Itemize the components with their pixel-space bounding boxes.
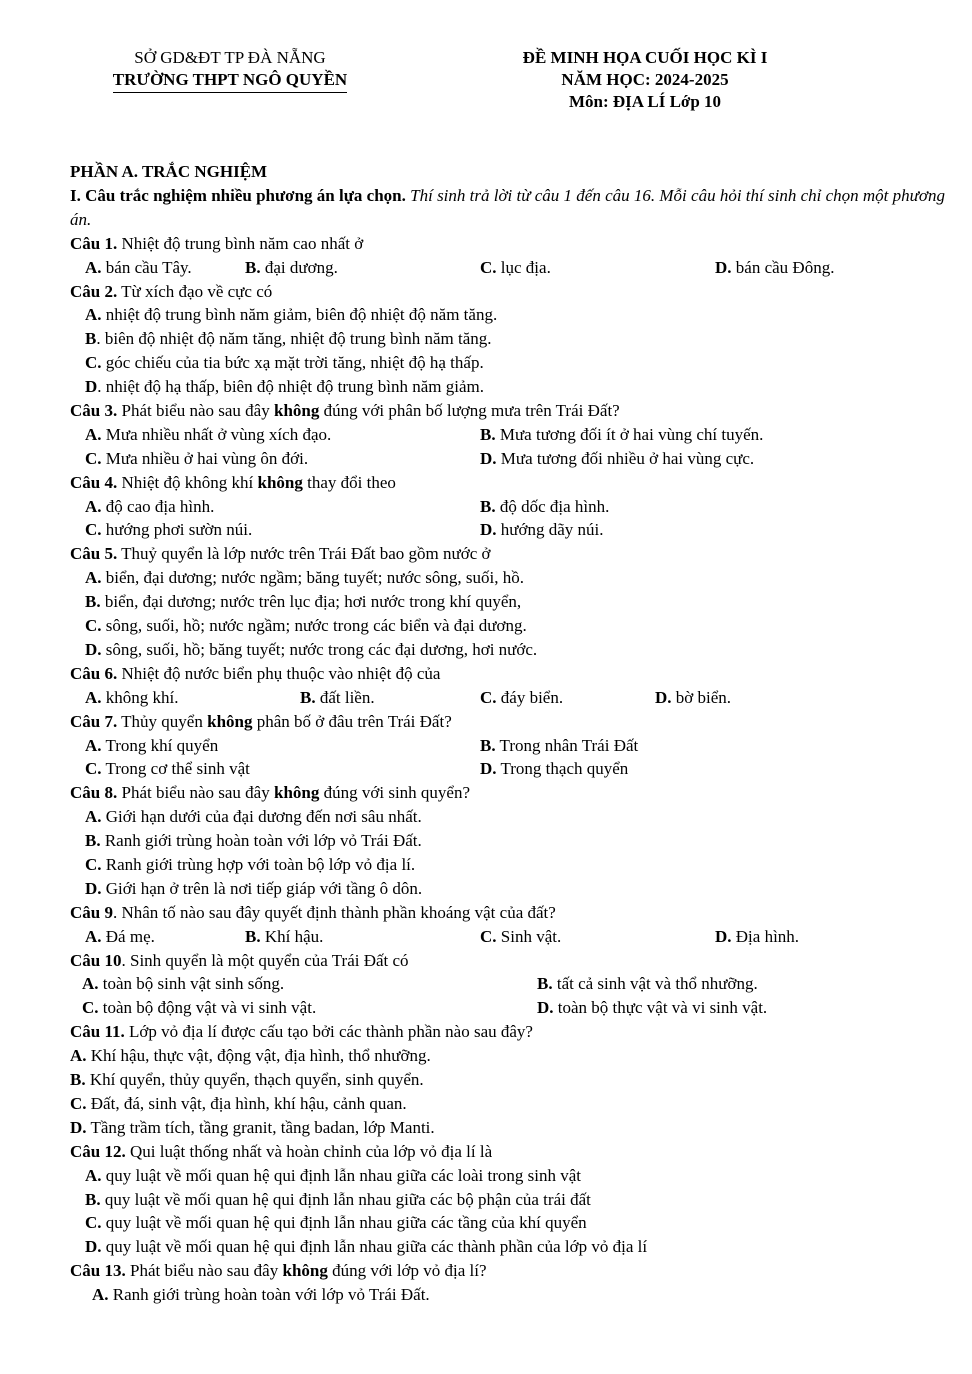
question-stem: [70, 901, 950, 925]
answer-option[interactable]: [715, 925, 799, 949]
question-stem: [70, 710, 950, 734]
option-letter: C.: [85, 448, 102, 468]
option-letter: B.: [537, 974, 553, 994]
answer-option[interactable]: [537, 972, 758, 996]
option-letter: C.: [85, 353, 102, 373]
instruction-heading: I. Câu trắc nghiệm nhiều phương án lựa chọn.: [70, 185, 406, 205]
option-text: không khí.: [101, 687, 179, 707]
option-row: [70, 1044, 950, 1068]
answer-option[interactable]: [85, 303, 497, 327]
option-letter: B: [85, 329, 97, 349]
option-letter: C.: [85, 520, 102, 540]
option-text: Đất, đá, sinh vật, địa hình, khí hậu, cảnh quan.: [86, 1093, 407, 1113]
option-text: Trong khí quyển: [101, 735, 219, 755]
option-text: toàn bộ động vật và vi sinh vật.: [98, 998, 317, 1018]
option-row: [70, 303, 950, 327]
answer-option[interactable]: [85, 495, 214, 519]
option-letter: B.: [245, 257, 261, 277]
option-text: nhiệt độ trung bình năm giảm, biên độ nhiệt độ năm tăng.: [101, 305, 498, 325]
option-text: Đá mẹ.: [101, 926, 155, 946]
option-row: [70, 351, 950, 375]
answer-option[interactable]: [85, 853, 415, 877]
question-stem: [70, 232, 950, 256]
school-year: NĂM HỌC: 2024-2025: [561, 70, 729, 89]
option-text: toàn bộ sinh vật sinh sống.: [98, 974, 285, 994]
option-text: quy luật về mối quan hệ qui định lẫn nhau giữa các tầng của khí quyển: [101, 1213, 587, 1233]
option-letter: A.: [85, 807, 102, 827]
option-letter: D.: [480, 759, 497, 779]
option-row: [70, 925, 950, 949]
question-number: Câu 10: [70, 950, 122, 970]
answer-option[interactable]: [480, 686, 563, 710]
option-letter: B.: [245, 926, 261, 946]
option-letter: C.: [85, 616, 102, 636]
question-text: đúng với sinh quyển?: [319, 783, 471, 803]
answer-option[interactable]: [85, 1188, 591, 1212]
option-text: . nhiệt độ hạ thấp, biên độ nhiệt độ trung bình năm giảm.: [97, 377, 484, 397]
question-text: thay đổi theo: [302, 472, 396, 492]
option-row: [70, 638, 950, 662]
section-title: PHẦN A. TRẮC NGHIỆM: [70, 162, 268, 181]
question-stem: [70, 1020, 950, 1044]
answer-option[interactable]: [70, 1044, 431, 1068]
answer-option[interactable]: [480, 423, 763, 447]
option-text: hướng dãy núi.: [496, 520, 604, 540]
option-letter: A.: [85, 1165, 102, 1185]
option-text: sông, suối, hồ; băng tuyết; nước trong các đại dương, hơi nước.: [101, 639, 538, 659]
answer-option[interactable]: [480, 518, 604, 542]
option-letter: C.: [85, 759, 102, 779]
header-left: [100, 47, 360, 93]
option-letter: B.: [70, 1070, 86, 1090]
option-text: bán cầu Đông.: [731, 257, 835, 277]
answer-option[interactable]: [85, 614, 527, 638]
answer-option[interactable]: [85, 877, 422, 901]
question-text: Từ xích đạo về cực có: [117, 281, 273, 301]
instruction-text: Thí sinh trả lời từ câu 1 đến câu 16. Mỗi câu hỏi thí sinh chỉ chọn một phương án.: [70, 185, 945, 229]
option-text: góc chiếu của tia bức xạ mặt trời tăng, nhiệt độ hạ thấp.: [101, 353, 484, 373]
option-letter: A.: [85, 496, 102, 516]
answer-option[interactable]: [70, 1092, 407, 1116]
answer-option[interactable]: [85, 734, 218, 758]
option-text: Khí quyển, thủy quyển, thạch quyển, sinh quyển.: [85, 1070, 424, 1090]
option-letter: A.: [85, 687, 102, 707]
option-letter: D.: [537, 998, 554, 1018]
question-list: [70, 232, 950, 1307]
exam-body: [70, 160, 950, 1307]
question-stem: [70, 949, 950, 973]
option-row: [70, 877, 950, 901]
question-text: Phát biểu nào sau đây: [117, 400, 274, 420]
answer-option[interactable]: [85, 925, 155, 949]
option-text: Ranh giới trùng hoàn toàn với lớp vỏ Trái Đất.: [100, 831, 422, 851]
option-text: đất liền.: [315, 687, 375, 707]
option-letter: C.: [85, 855, 102, 874]
option-text: . biên độ nhiệt độ năm tăng, nhiệt độ trung bình năm tăng.: [96, 329, 492, 349]
answer-option[interactable]: [85, 638, 537, 662]
answer-option[interactable]: [655, 686, 731, 710]
option-row: [70, 805, 950, 829]
answer-option[interactable]: [85, 351, 484, 375]
option-row: [70, 1211, 950, 1235]
question-text: đúng với lớp vỏ địa lí?: [327, 1261, 487, 1281]
question-keyword: không: [282, 1261, 328, 1281]
option-letter: D.: [480, 448, 497, 468]
option-row: [70, 518, 950, 542]
question-keyword: không: [207, 711, 253, 731]
question-stem: [70, 471, 950, 495]
option-letter: A.: [85, 424, 102, 444]
option-letter: A.: [85, 735, 102, 755]
question-keyword: không: [273, 400, 320, 420]
answer-option[interactable]: [85, 327, 492, 351]
option-row: [70, 256, 950, 280]
option-row: [70, 734, 950, 758]
option-letter: C.: [85, 1213, 102, 1233]
department-name: SỞ GD&ĐT TP ĐÀ NẴNG: [134, 48, 326, 67]
question-text: Nhiệt độ không khí: [117, 472, 258, 492]
option-letter: D.: [715, 926, 732, 946]
option-letter: B.: [85, 592, 101, 612]
answer-option[interactable]: [480, 256, 551, 280]
option-row: [70, 1092, 950, 1116]
option-text: đáy biển.: [496, 687, 564, 707]
answer-option[interactable]: [82, 996, 316, 1020]
option-row: [70, 590, 950, 614]
option-row: [70, 757, 950, 781]
option-text: quy luật về mối quan hệ qui định lẫn nhau giữa các bộ phận của trái đất: [100, 1189, 591, 1209]
question-number: Câu 11.: [70, 1022, 125, 1042]
answer-option[interactable]: [715, 256, 834, 280]
option-letter: B.: [85, 1189, 101, 1209]
option-text: Mưa tương đối ít ở hai vùng chí tuyến.: [495, 424, 764, 444]
option-letter: D.: [85, 639, 102, 659]
option-text: đại dương.: [260, 257, 338, 277]
section-instructions: [70, 184, 950, 232]
question-text: Qui luật thống nhất và hoàn chỉnh của lớp vỏ địa lí là: [125, 1141, 493, 1161]
answer-option[interactable]: [480, 495, 609, 519]
option-letter: D.: [85, 1237, 102, 1257]
option-text: Tầng trầm tích, tầng granit, tầng badan, lớp Manti.: [86, 1117, 435, 1137]
answer-option[interactable]: [537, 996, 767, 1020]
option-text: bờ biển.: [671, 687, 732, 707]
answer-option[interactable]: [85, 447, 308, 471]
option-row: [70, 853, 950, 877]
option-text: Khí hậu, thực vật, động vật, địa hình, thổ nhưỡng.: [86, 1046, 431, 1066]
option-text: độ dốc địa hình.: [495, 496, 610, 516]
question-number: Câu 9: [70, 902, 113, 922]
answer-option[interactable]: [70, 1068, 424, 1092]
answer-option[interactable]: [480, 447, 754, 471]
question-keyword: không: [273, 783, 320, 803]
option-letter: B.: [300, 687, 316, 707]
option-row: [70, 495, 950, 519]
answer-option[interactable]: [480, 757, 628, 781]
option-text: Ranh giới trùng hợp với toàn bộ lớp vỏ địa lí.: [101, 855, 416, 874]
answer-option[interactable]: [480, 925, 561, 949]
option-row: [70, 1164, 950, 1188]
option-letter: C.: [480, 926, 497, 946]
option-row: [70, 566, 950, 590]
option-letter: B.: [480, 735, 496, 755]
question-stem: [70, 542, 950, 566]
option-letter: A.: [85, 257, 102, 277]
question-number: Câu 4.: [70, 472, 118, 492]
question-stem: [70, 1259, 950, 1283]
question-stem: [70, 399, 950, 423]
question-number: Câu 1.: [70, 233, 118, 253]
answer-option[interactable]: [300, 686, 375, 710]
option-text: biển, đại dương; nước trên lục địa; hơi nước trong khí quyển,: [100, 592, 522, 612]
option-letter: D.: [655, 687, 672, 707]
option-letter: C.: [480, 687, 497, 707]
answer-option[interactable]: [85, 423, 331, 447]
header-right: [480, 47, 810, 113]
option-text: Mưa nhiều ở hai vùng ôn đới.: [101, 448, 309, 468]
option-row: [70, 423, 950, 447]
school-name: TRƯỜNG THPT NGÔ QUYỀN: [113, 69, 347, 93]
option-text: quy luật về mối quan hệ qui định lẫn nhau giữa các thành phần của lớp vỏ địa lí: [101, 1237, 648, 1257]
option-row: [70, 1188, 950, 1212]
option-text: Trong cơ thể sinh vật: [101, 759, 250, 779]
option-letter: B.: [480, 496, 496, 516]
option-letter: B.: [480, 424, 496, 444]
question-number: Câu 12.: [70, 1141, 126, 1161]
answer-option[interactable]: [85, 256, 192, 280]
option-letter: C.: [480, 257, 497, 277]
question-keyword: không: [257, 472, 303, 492]
option-row: [70, 972, 950, 996]
question-stem: [70, 280, 950, 304]
question-text: Phát biểu nào sau đây: [117, 783, 274, 803]
question-number: Câu 3.: [70, 400, 118, 420]
answer-option[interactable]: [82, 972, 284, 996]
option-row: [70, 375, 950, 399]
option-text: toàn bộ thực vật và vi sinh vật.: [553, 998, 768, 1018]
answer-option[interactable]: [92, 1283, 430, 1307]
option-letter: A.: [70, 1046, 87, 1066]
question-stem: [70, 662, 950, 686]
answer-option[interactable]: [85, 518, 252, 542]
option-letter: D: [85, 377, 98, 397]
option-letter: B.: [85, 831, 101, 851]
question-text: Thủy quyển: [117, 711, 208, 731]
option-text: bán cầu Tây.: [101, 257, 192, 277]
option-text: Sinh vật.: [496, 926, 562, 946]
answer-option[interactable]: [85, 566, 524, 590]
answer-option[interactable]: [245, 925, 323, 949]
option-letter: D.: [70, 1117, 87, 1137]
answer-option[interactable]: [85, 1164, 581, 1188]
option-text: hướng phơi sườn núi.: [101, 520, 253, 540]
answer-option[interactable]: [245, 256, 338, 280]
option-text: Khí hậu.: [260, 926, 324, 946]
option-text: biển, đại dương; nước ngầm; băng tuyết; nước sông, suối, hồ.: [101, 568, 524, 588]
option-letter: A.: [82, 974, 99, 994]
answer-option[interactable]: [85, 590, 521, 614]
option-row: [70, 1068, 950, 1092]
option-text: Trong thạch quyển: [496, 759, 629, 779]
option-text: Trong nhân Trái Đất: [495, 735, 639, 755]
option-letter: C.: [82, 998, 99, 1018]
option-text: Ranh giới trùng hoàn toàn với lớp vỏ Trái Đất.: [108, 1285, 430, 1305]
answer-option[interactable]: [480, 734, 638, 758]
question-text: đúng với phân bố lượng mưa trên Trái Đất?: [319, 400, 620, 420]
question-stem: [70, 781, 950, 805]
option-text: sông, suối, hồ; nước ngầm; nước trong các biển và đại dương.: [101, 616, 527, 636]
question-number: Câu 5.: [70, 544, 118, 564]
option-row: [70, 829, 950, 853]
option-row: [70, 686, 950, 710]
option-row: [70, 1116, 950, 1140]
question-number: Câu 6.: [70, 663, 118, 683]
option-letter: C.: [70, 1093, 87, 1113]
answer-option[interactable]: [70, 1116, 435, 1140]
answer-option[interactable]: [85, 1211, 587, 1235]
option-text: Giới hạn ở trên là nơi tiếp giáp với tầng ô dôn.: [101, 878, 423, 898]
option-text: độ cao địa hình.: [101, 496, 215, 516]
option-text: quy luật về mối quan hệ qui định lẫn nhau giữa các loài trong sinh vật: [101, 1165, 581, 1185]
option-row: [70, 327, 950, 351]
option-row: [70, 614, 950, 638]
question-number: Câu 2.: [70, 281, 118, 301]
question-text: phân bố ở đâu trên Trái Đất?: [252, 711, 452, 731]
option-text: lục địa.: [496, 257, 551, 277]
option-letter: A.: [85, 305, 102, 325]
question-text: Phát biểu nào sau đây: [125, 1261, 283, 1281]
answer-option[interactable]: [85, 686, 179, 710]
question-text: . Sinh quyển là một quyển của Trái Đất có: [121, 950, 409, 970]
option-text: Địa hình.: [731, 926, 800, 946]
exam-title: ĐỀ MINH HỌA CUỐI HỌC KÌ I: [522, 48, 768, 67]
question-number: Câu 8.: [70, 783, 118, 803]
question-text: Thuỷ quyển là lớp nước trên Trái Đất bao gồm nước ở: [117, 544, 491, 564]
question-number: Câu 13.: [70, 1261, 126, 1281]
option-letter: D.: [480, 520, 497, 540]
option-letter: A.: [85, 926, 102, 946]
option-letter: D.: [715, 257, 732, 277]
option-row: [70, 447, 950, 471]
option-row: [70, 1235, 950, 1259]
option-letter: D.: [85, 878, 102, 898]
question-number: Câu 7.: [70, 711, 118, 731]
subject-line: Môn: ĐỊA LÍ Lớp 10: [568, 92, 722, 111]
answer-option[interactable]: [85, 829, 422, 853]
option-text: Giới hạn dưới của đại dương đến nơi sâu nhất.: [101, 807, 422, 827]
option-text: Mưa tương đối nhiều ở hai vùng cực.: [496, 448, 755, 468]
answer-option[interactable]: [85, 757, 250, 781]
option-letter: A.: [85, 568, 102, 588]
option-row: [70, 996, 950, 1020]
answer-option[interactable]: [85, 375, 484, 399]
option-text: tất cả sinh vật và thổ nhưỡng.: [552, 974, 758, 994]
question-stem: [70, 1140, 950, 1164]
answer-option[interactable]: [85, 1235, 647, 1259]
question-text: . Nhân tố nào sau đây quyết định thành phần khoáng vật của đất?: [112, 902, 556, 922]
option-row: [70, 1283, 950, 1307]
question-text: Lớp vỏ địa lí được cấu tạo bởi các thành phần nào sau đây?: [124, 1022, 533, 1042]
option-text: Mưa nhiều nhất ở vùng xích đạo.: [101, 424, 332, 444]
option-letter: A.: [92, 1285, 109, 1305]
answer-option[interactable]: [85, 805, 422, 829]
question-text: Nhiệt độ trung bình năm cao nhất ở: [117, 233, 364, 253]
question-text: Nhiệt độ nước biển phụ thuộc vào nhiệt độ của: [117, 663, 441, 683]
